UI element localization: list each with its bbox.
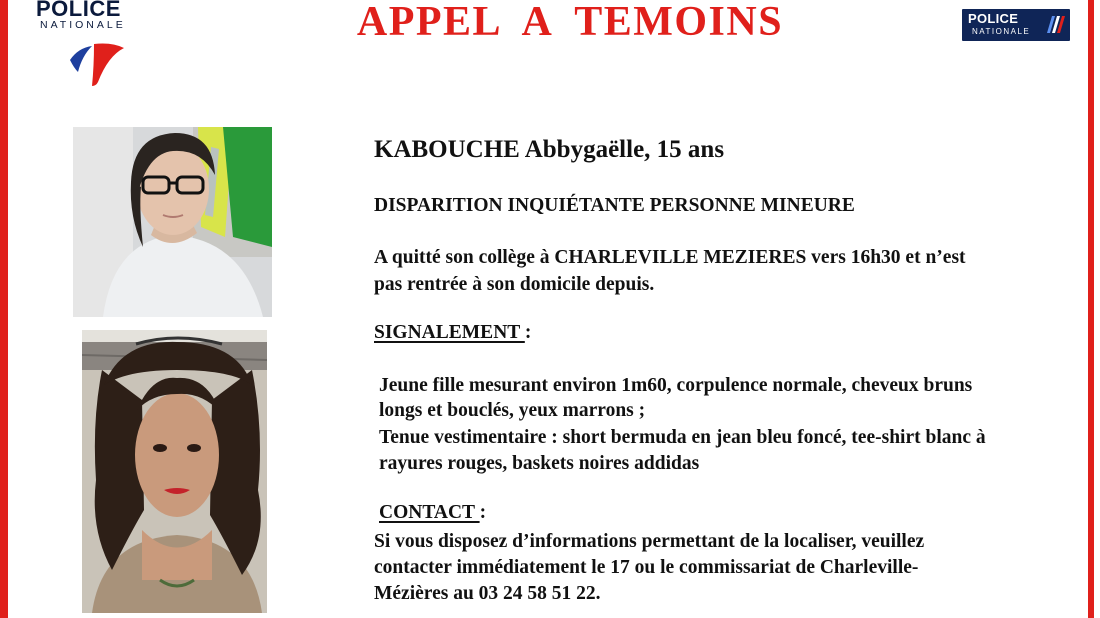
logo-right-line1: POLICE (968, 11, 1019, 26)
page-title: APPEL A TEMOINS (356, 0, 784, 45)
description-heading (374, 322, 531, 344)
contact-heading (379, 502, 486, 524)
logo-right-line2: NATIONALE (972, 27, 1031, 36)
tricolor-flag-icon (68, 38, 128, 88)
description-line-1: Jeune fille mesurant environ 1m60, corpulence normale, cheveux bruns (379, 375, 973, 396)
police-nationale-logo-left (32, 0, 167, 92)
contact-heading-colon: : (479, 502, 487, 523)
right-red-border (1088, 0, 1094, 618)
contact-line-3: Mézières au 03 24 58 51 22. (374, 583, 601, 604)
contact-heading-label: CONTACT (379, 502, 480, 523)
description-line-3: Tenue vestimentaire : short bermuda en jean bleu foncé, tee-shirt blanc à (379, 427, 986, 448)
missing-person-photo-2 (82, 330, 267, 613)
description-line-4: rayures rouges, baskets noires addidas (379, 453, 700, 474)
contact-line-2: contacter immédiatement le 17 ou le commissariat de Charleville- (374, 557, 919, 578)
contact-line-1: Si vous disposez d’informations permettant de la localiser, veuillez (374, 531, 925, 552)
flag-stripes-icon (1044, 13, 1066, 35)
police-nationale-logo-right (962, 9, 1070, 41)
description-heading-colon: : (524, 322, 532, 343)
description-heading-label: SIGNALEMENT (374, 322, 525, 343)
left-red-border (0, 0, 8, 618)
description-line-2: longs et bouclés, yeux marrons ; (379, 400, 646, 421)
logo-left-line2: NATIONALE (40, 19, 126, 31)
logo-left-line1: POLICE (36, 0, 121, 21)
circumstances-line-1: A quitté son collège à CHARLEVILLE MEZIERES vers 16h30 et n’est (374, 247, 966, 268)
missing-person-photo-1 (73, 127, 272, 317)
person-name: KABOUCHE Abbygaëlle, 15 ans (374, 136, 725, 163)
case-type: DISPARITION INQUIÉTANTE PERSONNE MINEURE (374, 195, 855, 216)
circumstances-line-2: pas rentrée à son domicile depuis. (374, 274, 655, 295)
